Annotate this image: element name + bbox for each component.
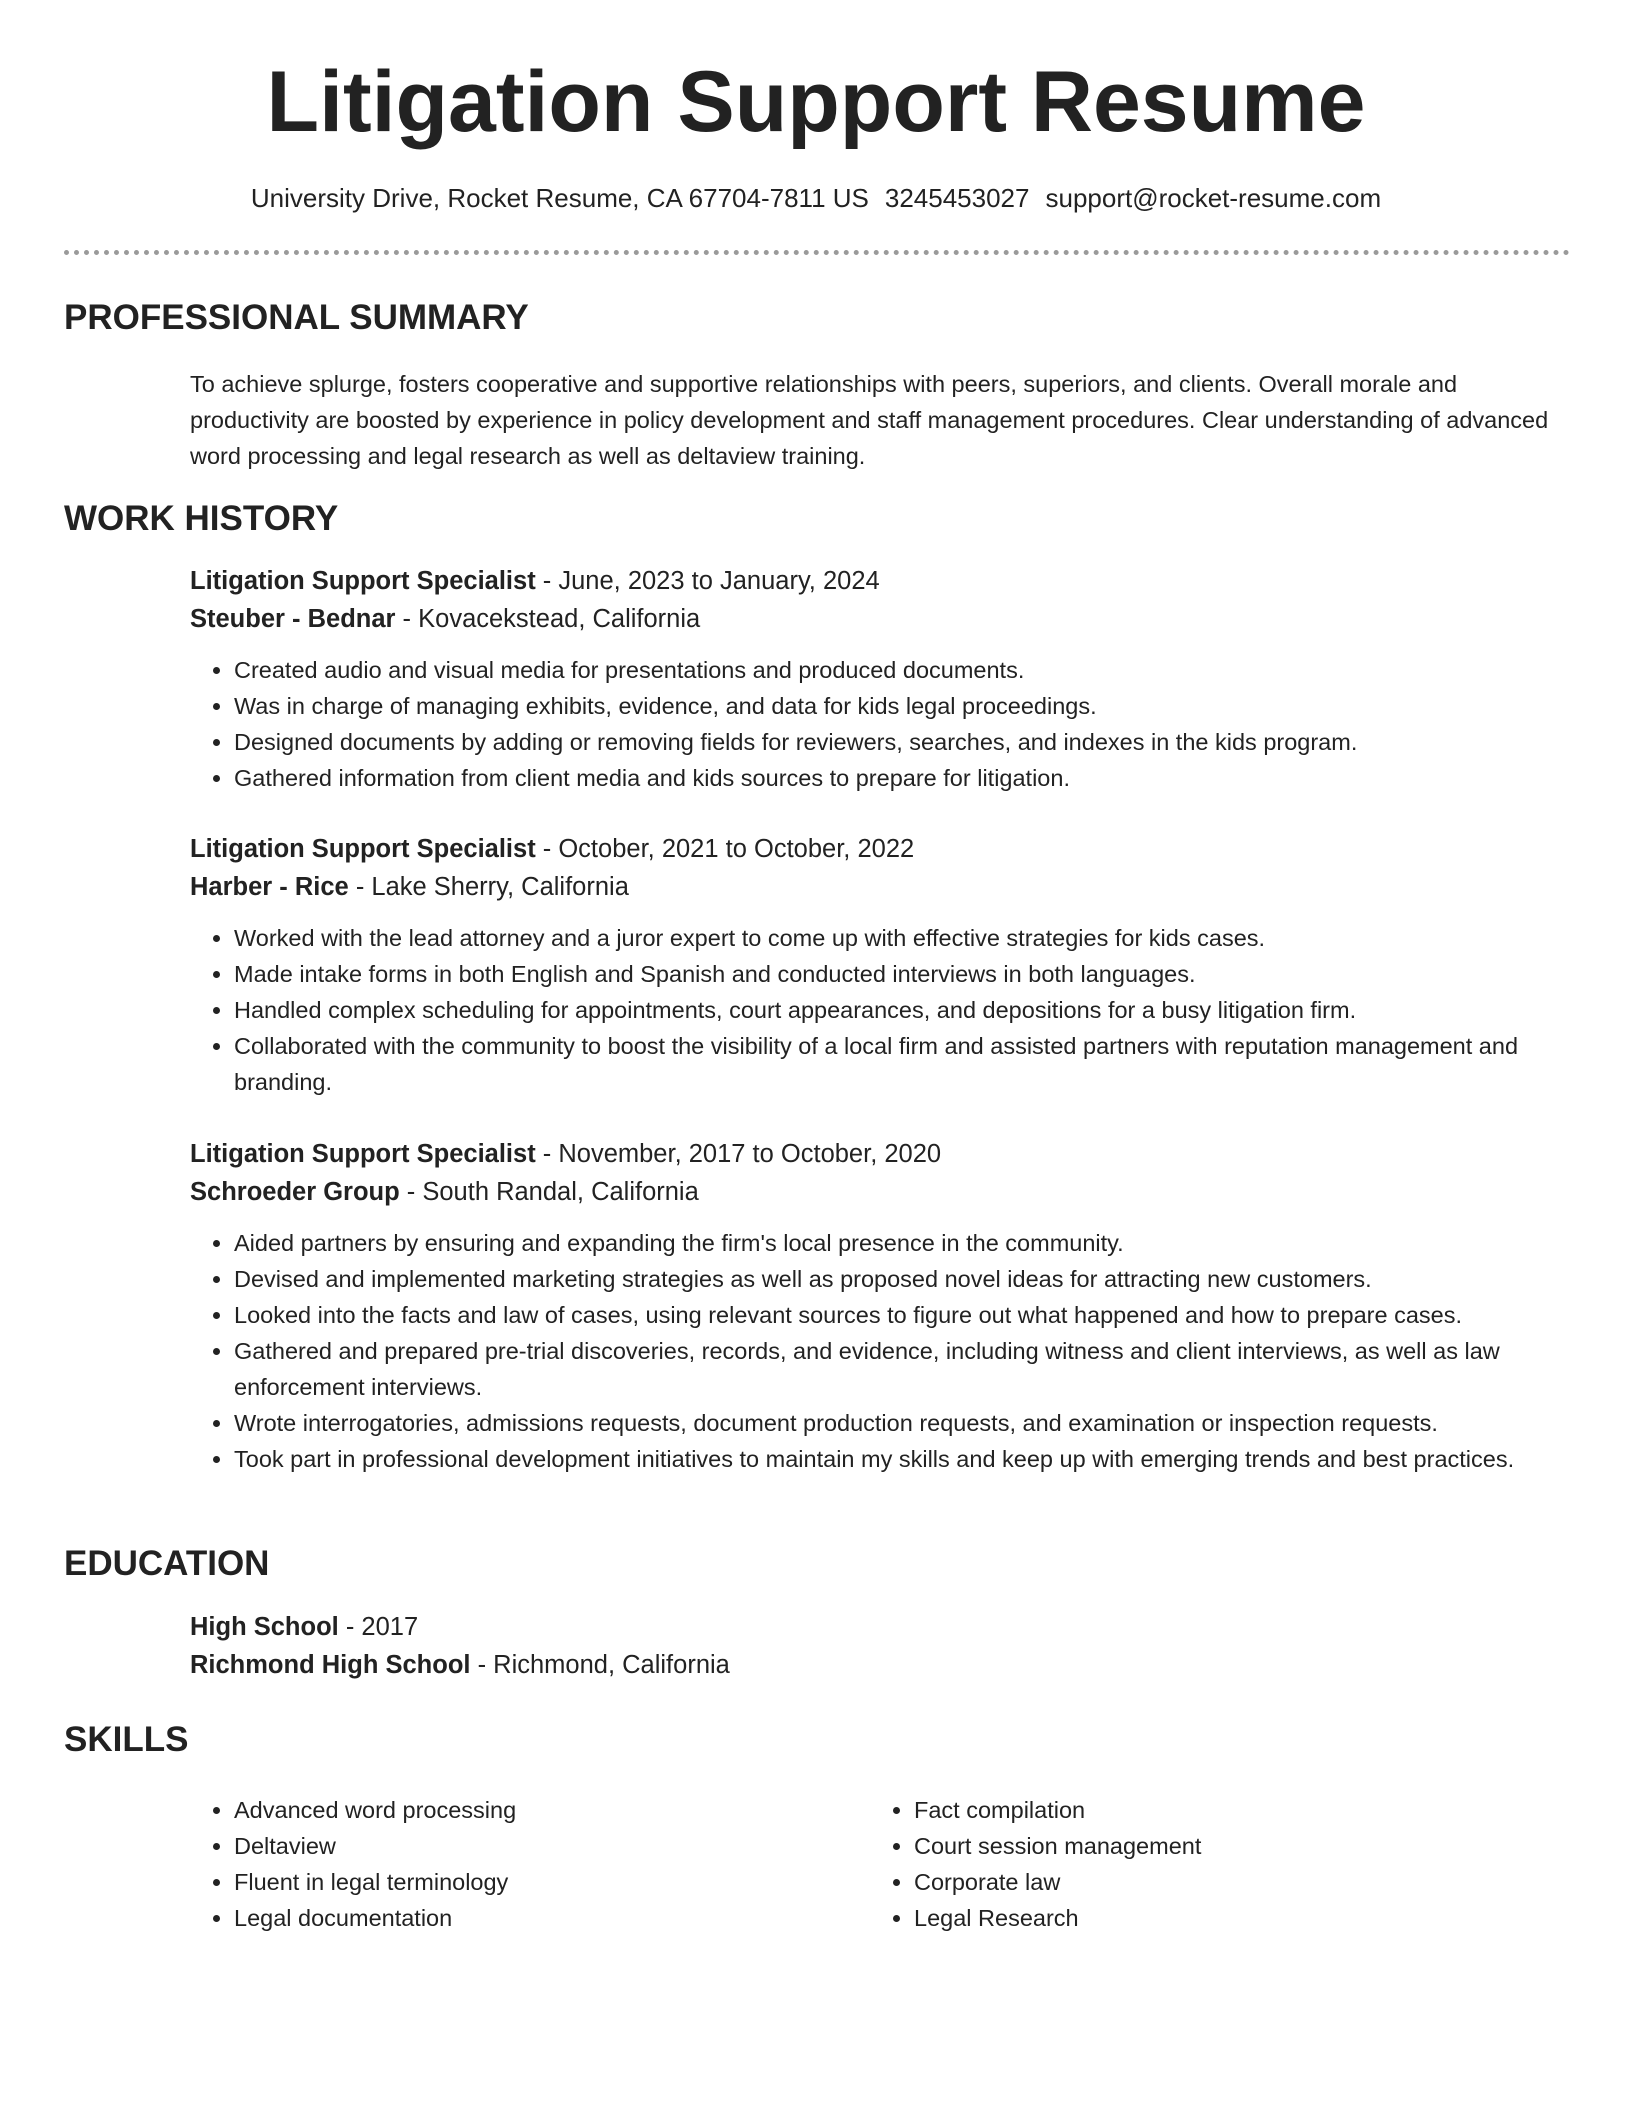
job-title-line [190, 562, 1580, 600]
job-location: - Kovacekstead, California [395, 605, 701, 633]
education-entry [190, 1608, 1580, 1684]
list-item: • Wrote interrogatories, admissions requests, document production requests, and examination or inspection requests. [234, 1405, 1580, 1441]
job-company: Schroeder Group [190, 1178, 400, 1206]
list-item: • Designed documents by adding or removing fields for reviewers, searches, and indexes in the kids program. [234, 724, 1580, 760]
summary-text: To achieve splurge, fosters cooperative and supportive relationships with peers, superiors, and clients. Overall morale and productivity are boosted by experience in policy development and staff management procedures. Clear understanding of advanced word processing and legal research as well as deltaview training. [190, 371, 1549, 469]
job-title: Litigation Support Specialist [190, 1140, 536, 1168]
job-location: - Lake Sherry, California [348, 873, 629, 901]
list-item: • Gathered and prepared pre-trial discoveries, records, and evidence, including witness and client interviews, as well as law enforcement interviews. [234, 1333, 1580, 1405]
list-item: • Gathered information from client media and kids sources to prepare for litigation. [234, 760, 1580, 796]
job-bullet-list [190, 920, 1580, 1100]
job-company: Steuber - Bednar [190, 605, 396, 633]
list-item: • Worked with the lead attorney and a juror expert to come up with effective strategies for kids cases. [234, 920, 1580, 956]
job-title-line [190, 1135, 1580, 1173]
education-school: Richmond High School [190, 1651, 471, 1679]
list-item: • Was in charge of managing exhibits, evidence, and data for kids legal proceedings. [234, 688, 1580, 724]
job-company: Harber - Rice [190, 873, 349, 901]
job-title: Litigation Support Specialist [190, 567, 536, 595]
education-year: - 2017 [338, 1613, 419, 1641]
skills-column-left [190, 1792, 870, 1936]
skill-item: • Advanced word processing [234, 1792, 870, 1828]
contact-address: University Drive, Rocket Resume, CA 67704-7811 US [250, 183, 869, 213]
header-divider [64, 250, 1570, 255]
list-item: • Looked into the facts and law of cases, using relevant sources to figure out what happened and how to prepare cases. [234, 1297, 1580, 1333]
education-degree: High School [190, 1613, 339, 1641]
list-item: • Aided partners by ensuring and expanding the firm's local presence in the community. [234, 1225, 1580, 1261]
skill-item: • Corporate law [914, 1864, 1550, 1900]
section-title-education: EDUCATION [64, 1544, 270, 1583]
skill-item: • Legal documentation [234, 1900, 870, 1936]
skill-item: • Legal Research [914, 1900, 1550, 1936]
job-dates: - June, 2023 to January, 2024 [535, 567, 880, 595]
job-dates: - October, 2021 to October, 2022 [535, 835, 915, 863]
education-school-line [190, 1646, 1580, 1684]
resume-title: Litigation Support Resume [266, 54, 1366, 150]
education-degree-line [190, 1608, 1580, 1646]
job-title: Litigation Support Specialist [190, 835, 536, 863]
list-item: • Made intake forms in both English and Spanish and conducted interviews in both languages. [234, 956, 1580, 992]
contact-line [0, 180, 1632, 216]
skill-item: • Fact compilation [914, 1792, 1550, 1828]
list-item: • Took part in professional development initiatives to maintain my skills and keep up with emerging trends and best practices. [234, 1441, 1580, 1477]
section-title-summary: PROFESSIONAL SUMMARY [64, 298, 529, 337]
skill-item: • Fluent in legal terminology [234, 1864, 870, 1900]
job-bullet-list [190, 652, 1580, 796]
list-item: • Collaborated with the community to boost the visibility of a local firm and assisted partners with reputation management and branding. [234, 1028, 1580, 1100]
contact-phone: 3245453027 [884, 183, 1030, 213]
skill-item: • Deltaview [234, 1828, 870, 1864]
job-entry [190, 562, 1580, 796]
job-company-line [190, 1173, 1580, 1211]
section-title-skills: SKILLS [64, 1720, 189, 1759]
job-location: - South Randal, California [399, 1178, 699, 1206]
job-entry [190, 830, 1580, 1100]
list-item: • Devised and implemented marketing strategies as well as proposed novel ideas for attracting new customers. [234, 1261, 1580, 1297]
job-title-line [190, 830, 1580, 868]
job-dates: - November, 2017 to October, 2020 [535, 1140, 942, 1168]
job-bullet-list [190, 1225, 1580, 1477]
job-company-line [190, 868, 1580, 906]
list-item: • Created audio and visual media for presentations and produced documents. [234, 652, 1580, 688]
section-title-work-history: WORK HISTORY [64, 499, 339, 538]
education-location: - Richmond, California [470, 1651, 730, 1679]
skills-column-right [870, 1792, 1550, 1936]
contact-email: support@rocket-resume.com [1045, 183, 1382, 213]
skills-grid [190, 1792, 1590, 1936]
list-item: • Handled complex scheduling for appointments, court appearances, and depositions for a busy litigation firm. [234, 992, 1580, 1028]
skill-item: • Court session management [914, 1828, 1550, 1864]
job-entry [190, 1135, 1580, 1477]
job-company-line [190, 600, 1580, 638]
